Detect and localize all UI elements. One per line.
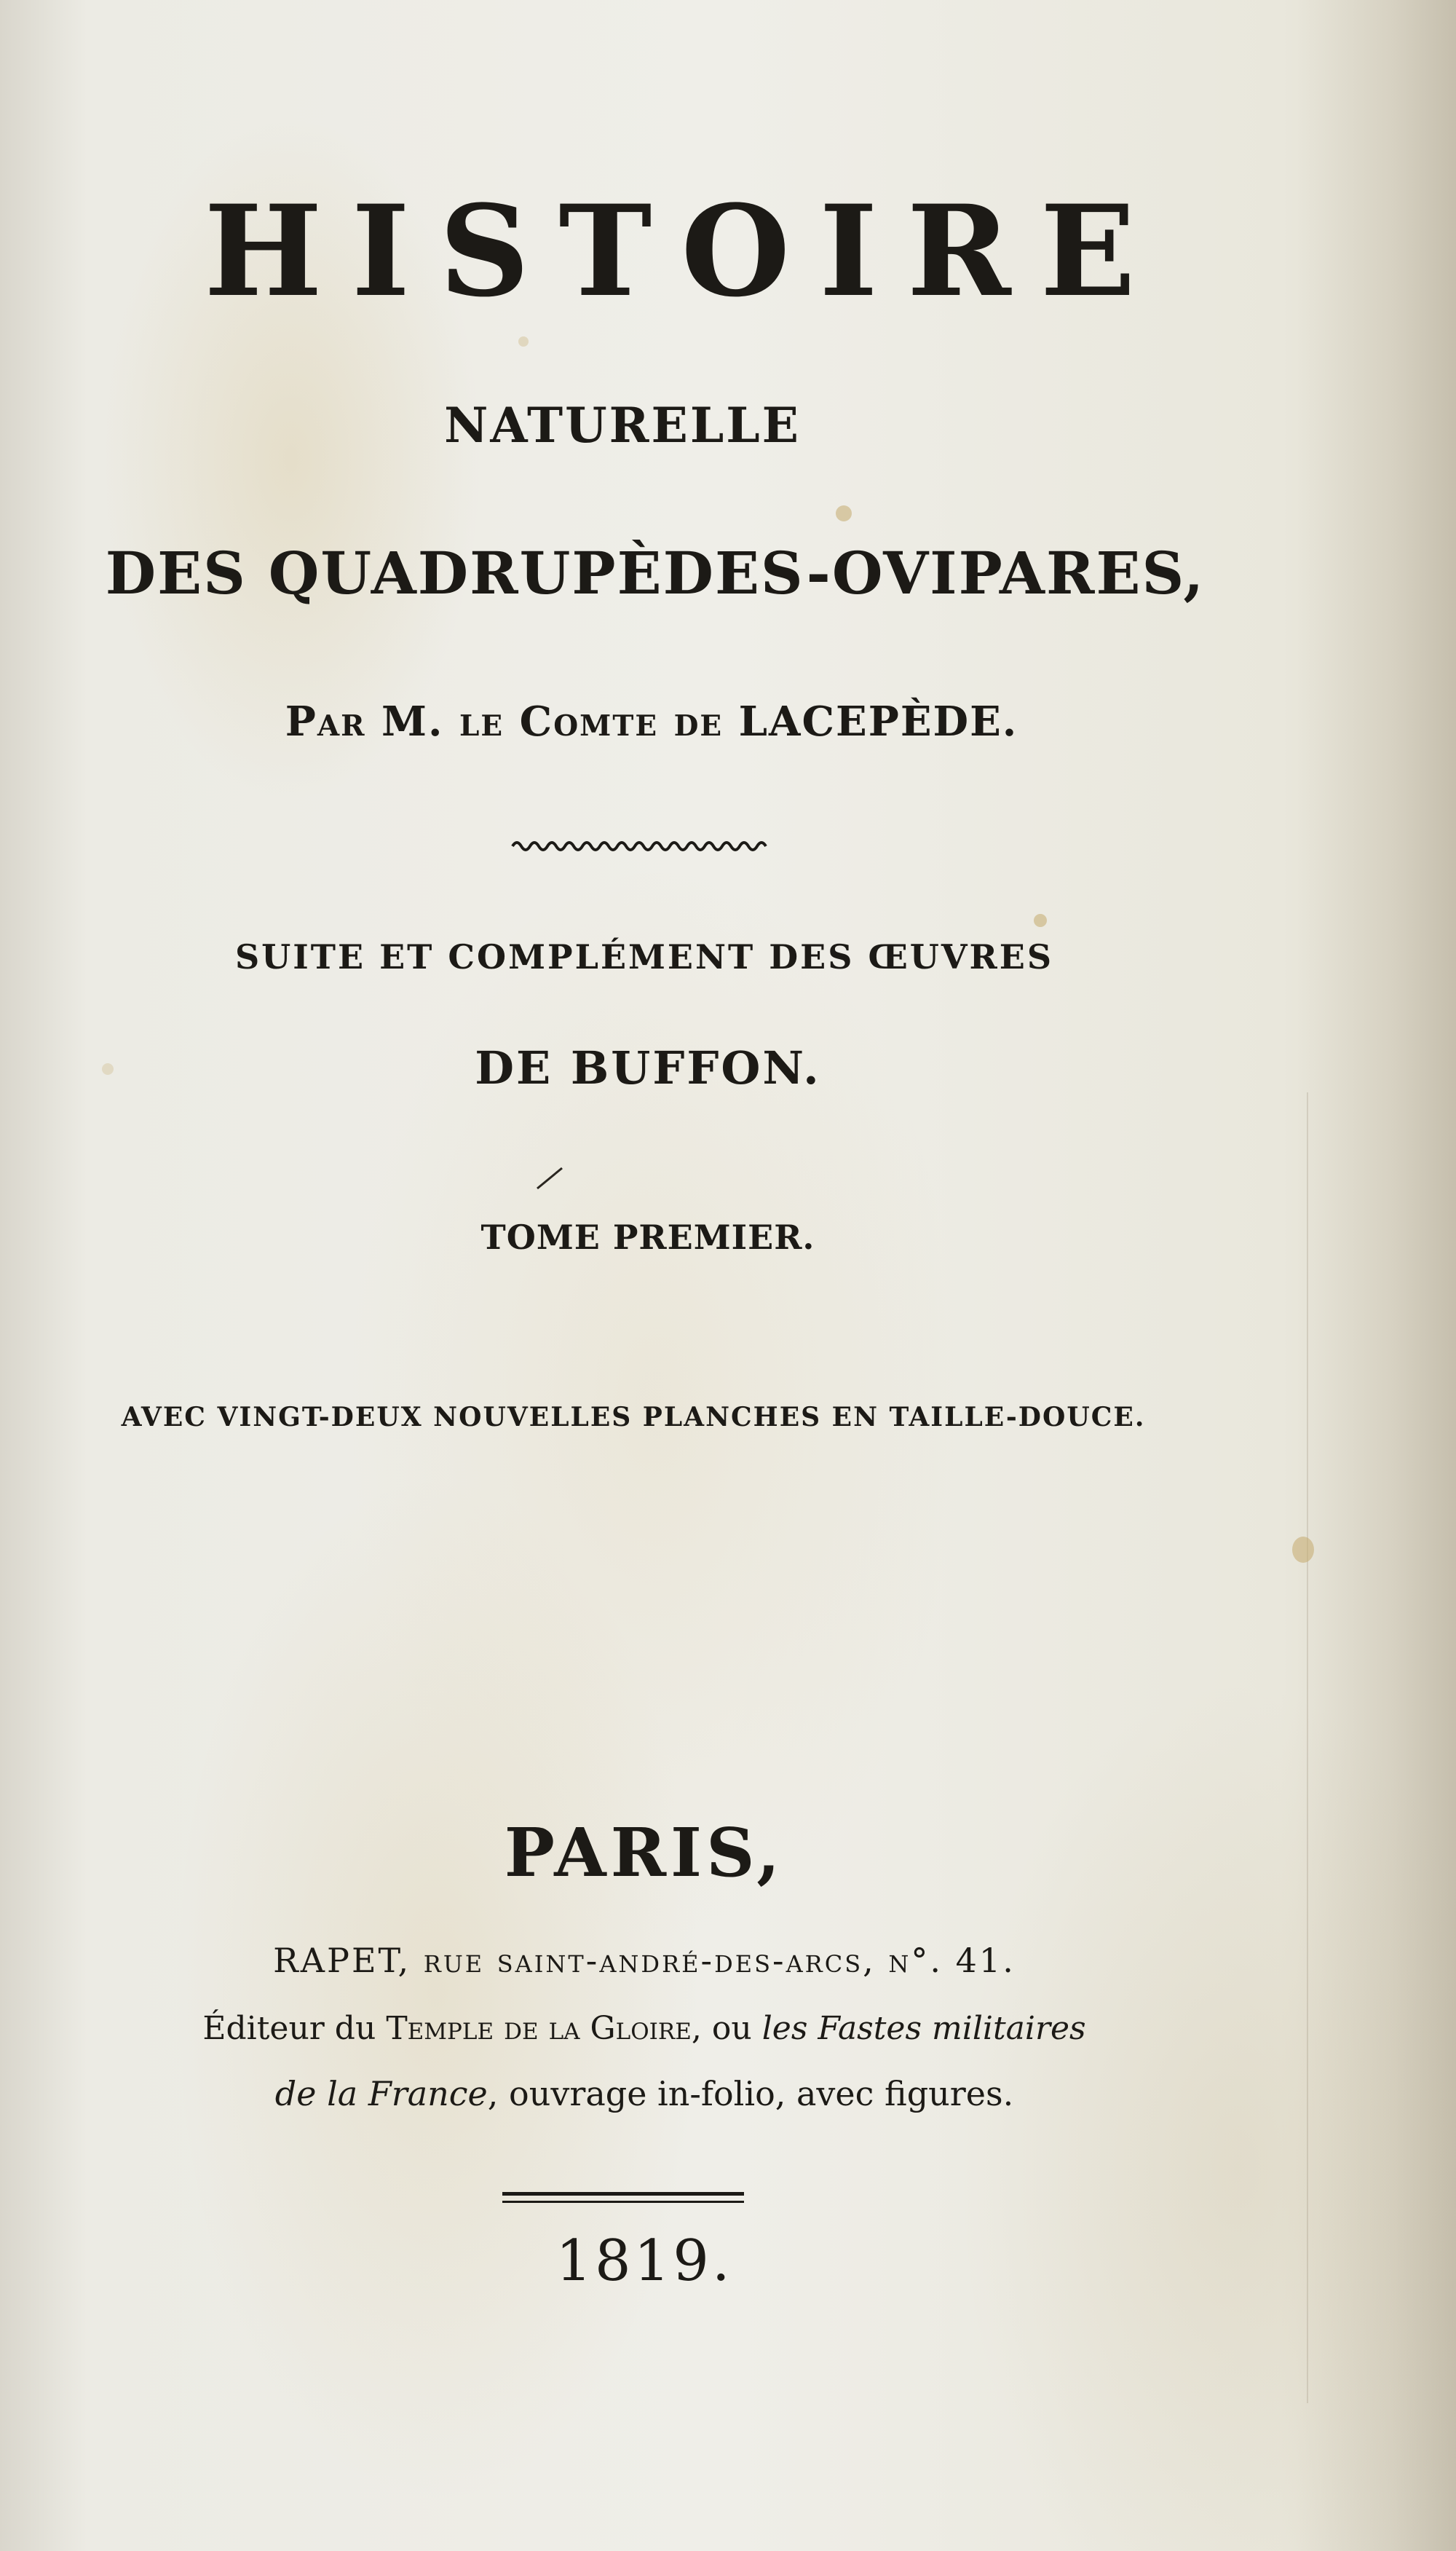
suite-line: SUITE ET COMPLÉMENT DES ŒUVRES (234, 937, 1054, 977)
stray-pen-mark (531, 1164, 568, 1193)
page-fold (1307, 1092, 1308, 2403)
buffon-line: DE BUFFON. (475, 1041, 821, 1095)
plates-note: AVEC VINGT-DEUX NOUVELLES PLANCHES EN TAILLE-DOUCE. (121, 1402, 1146, 1432)
editor-series: les Fastes militaires (761, 2010, 1086, 2047)
author-name: LACEPÈDE. (738, 698, 1018, 746)
book-title: HISTOIRE (204, 177, 1165, 325)
volume-label: TOME PREMIER. (480, 1218, 815, 1257)
imprint-city: PARIS, (504, 1813, 785, 1892)
foxing-spot (836, 505, 852, 521)
author-line (0, 698, 1380, 746)
subtitle-quadrupedes: DES QUADRUPÈDES-OVIPARES, (105, 539, 1206, 607)
subtitle-naturelle: NATURELLE (444, 397, 801, 454)
editor-work: Temple de la Gloire (386, 2010, 692, 2047)
author-prefix: Par M. le Comte de (285, 698, 724, 746)
foxing-spot (1034, 914, 1047, 927)
publisher-line (0, 1941, 1372, 1980)
editor-line (0, 2010, 1372, 2047)
publisher-name: RAPET, (273, 1941, 411, 1980)
editor-or: , ou (691, 2010, 752, 2047)
foxing-spot (1292, 1537, 1314, 1563)
foxing-spot (518, 336, 529, 347)
publisher-address: rue saint-andré-des-arcs, n°. 41. (423, 1941, 1016, 1980)
page-edge-shadow (1296, 0, 1456, 2551)
wavy-ornament (511, 836, 773, 856)
editor-prefix: Éditeur du (202, 2010, 376, 2047)
publication-year: 1819. (555, 2228, 733, 2294)
double-rule-top (502, 2192, 744, 2196)
series-continuation: de la France (274, 2074, 488, 2113)
series-line (0, 2074, 1372, 2113)
series-description: , ouvrage in-folio, avec figures. (487, 2074, 1014, 2113)
double-rule-bottom (502, 2201, 744, 2203)
